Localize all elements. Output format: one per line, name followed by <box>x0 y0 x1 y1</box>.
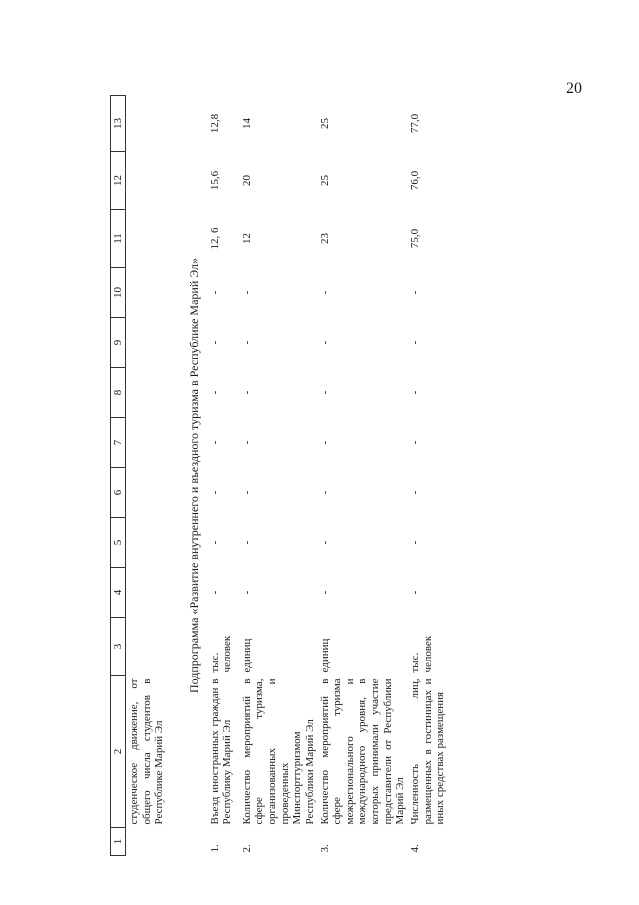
page-number: 20 <box>566 80 582 97</box>
indicators-table <box>110 95 464 856</box>
value-cell: - <box>208 590 221 595</box>
col-header: 5 <box>111 518 126 568</box>
indicator-cell: Численность лиц, размещенных в гостиницах и иных средствах размещения <box>409 678 447 825</box>
value-cell: - <box>208 340 221 345</box>
value-cell: - <box>240 590 253 595</box>
value-cell: 14 <box>240 118 253 129</box>
value-cell: 76,0 <box>409 170 422 191</box>
row-number: 4. <box>409 844 422 853</box>
value-cell: - <box>240 540 253 545</box>
col-header: 6 <box>111 468 126 518</box>
value-cell: - <box>409 490 422 495</box>
subprogram-title: Подпрограмма «Развитие внутреннего и въездного туризма в Республике Марий Эл» <box>186 257 201 694</box>
col-header: 8 <box>111 368 126 418</box>
value-cell: - <box>240 440 253 445</box>
indicator-cell: Количество мероприятий в сфере туризма межрегионального и международного уровня, в которых принимали участие представители от Республики Марий Эл <box>318 678 407 825</box>
value-cell: 12,8 <box>208 113 221 134</box>
value-cell: 23 <box>318 233 331 244</box>
value-cell: - <box>208 440 221 445</box>
value-cell: - <box>318 390 331 395</box>
header-row <box>111 96 126 856</box>
value-cell: - <box>240 490 253 495</box>
indicator-cell: Количество мероприятий в сфере туризма, организованных и проведенных Минспорттуризмом Республики Марий Эл <box>240 678 316 825</box>
value-cell: - <box>208 540 221 545</box>
unit-cell: тыс. человек <box>208 635 234 673</box>
indicator-cell: Въезд иностранных граждан в Республику Марий Эл <box>208 678 234 825</box>
value-cell: - <box>409 440 422 445</box>
value-cell: - <box>208 390 221 395</box>
table-row <box>408 96 464 856</box>
row-number: 3. <box>318 844 331 853</box>
table-row <box>318 96 408 856</box>
value-cell: - <box>409 290 422 295</box>
continuation-row <box>126 96 184 856</box>
value-cell: - <box>240 390 253 395</box>
table-row <box>240 96 318 856</box>
unit-cell: единиц <box>240 638 253 673</box>
unit-cell: единиц <box>318 638 331 673</box>
col-header: 12 <box>111 152 126 210</box>
value-cell: - <box>318 290 331 295</box>
value-cell: 20 <box>240 175 253 186</box>
col-header: 2 <box>111 676 126 828</box>
value-cell: - <box>208 290 221 295</box>
col-header: 7 <box>111 418 126 468</box>
value-cell: - <box>240 290 253 295</box>
value-cell: - <box>409 390 422 395</box>
value-cell: - <box>318 540 331 545</box>
value-cell: 77,0 <box>409 113 422 134</box>
value-cell: - <box>409 540 422 545</box>
value-cell: - <box>318 490 331 495</box>
subprogram-row <box>184 96 208 856</box>
col-header: 3 <box>111 618 126 676</box>
rotated-table-container <box>110 96 530 856</box>
value-cell: - <box>409 590 422 595</box>
value-cell: 25 <box>318 175 331 186</box>
row-number: 2. <box>240 844 253 853</box>
col-header: 13 <box>111 96 126 152</box>
value-cell: - <box>240 340 253 345</box>
col-header: 11 <box>111 210 126 268</box>
value-cell: 12 <box>240 233 253 244</box>
col-header: 1 <box>111 828 126 856</box>
indicator-cell: студенческое движение, от общего числа студентов в Республике Марий Эл <box>128 678 166 825</box>
value-cell: - <box>318 440 331 445</box>
col-header: 10 <box>111 268 126 318</box>
value-cell: - <box>318 340 331 345</box>
value-cell: 12, 6 <box>208 227 221 250</box>
col-header: 9 <box>111 318 126 368</box>
col-header: 4 <box>111 568 126 618</box>
value-cell: - <box>318 590 331 595</box>
value-cell: 75,0 <box>409 228 422 249</box>
unit-cell: тыс. человек <box>409 635 434 673</box>
value-cell: 25 <box>318 118 331 129</box>
value-cell: - <box>208 490 221 495</box>
value-cell: 15,6 <box>208 170 221 191</box>
value-cell: - <box>409 340 422 345</box>
row-number: 1. <box>208 844 221 853</box>
table-row <box>208 96 240 856</box>
